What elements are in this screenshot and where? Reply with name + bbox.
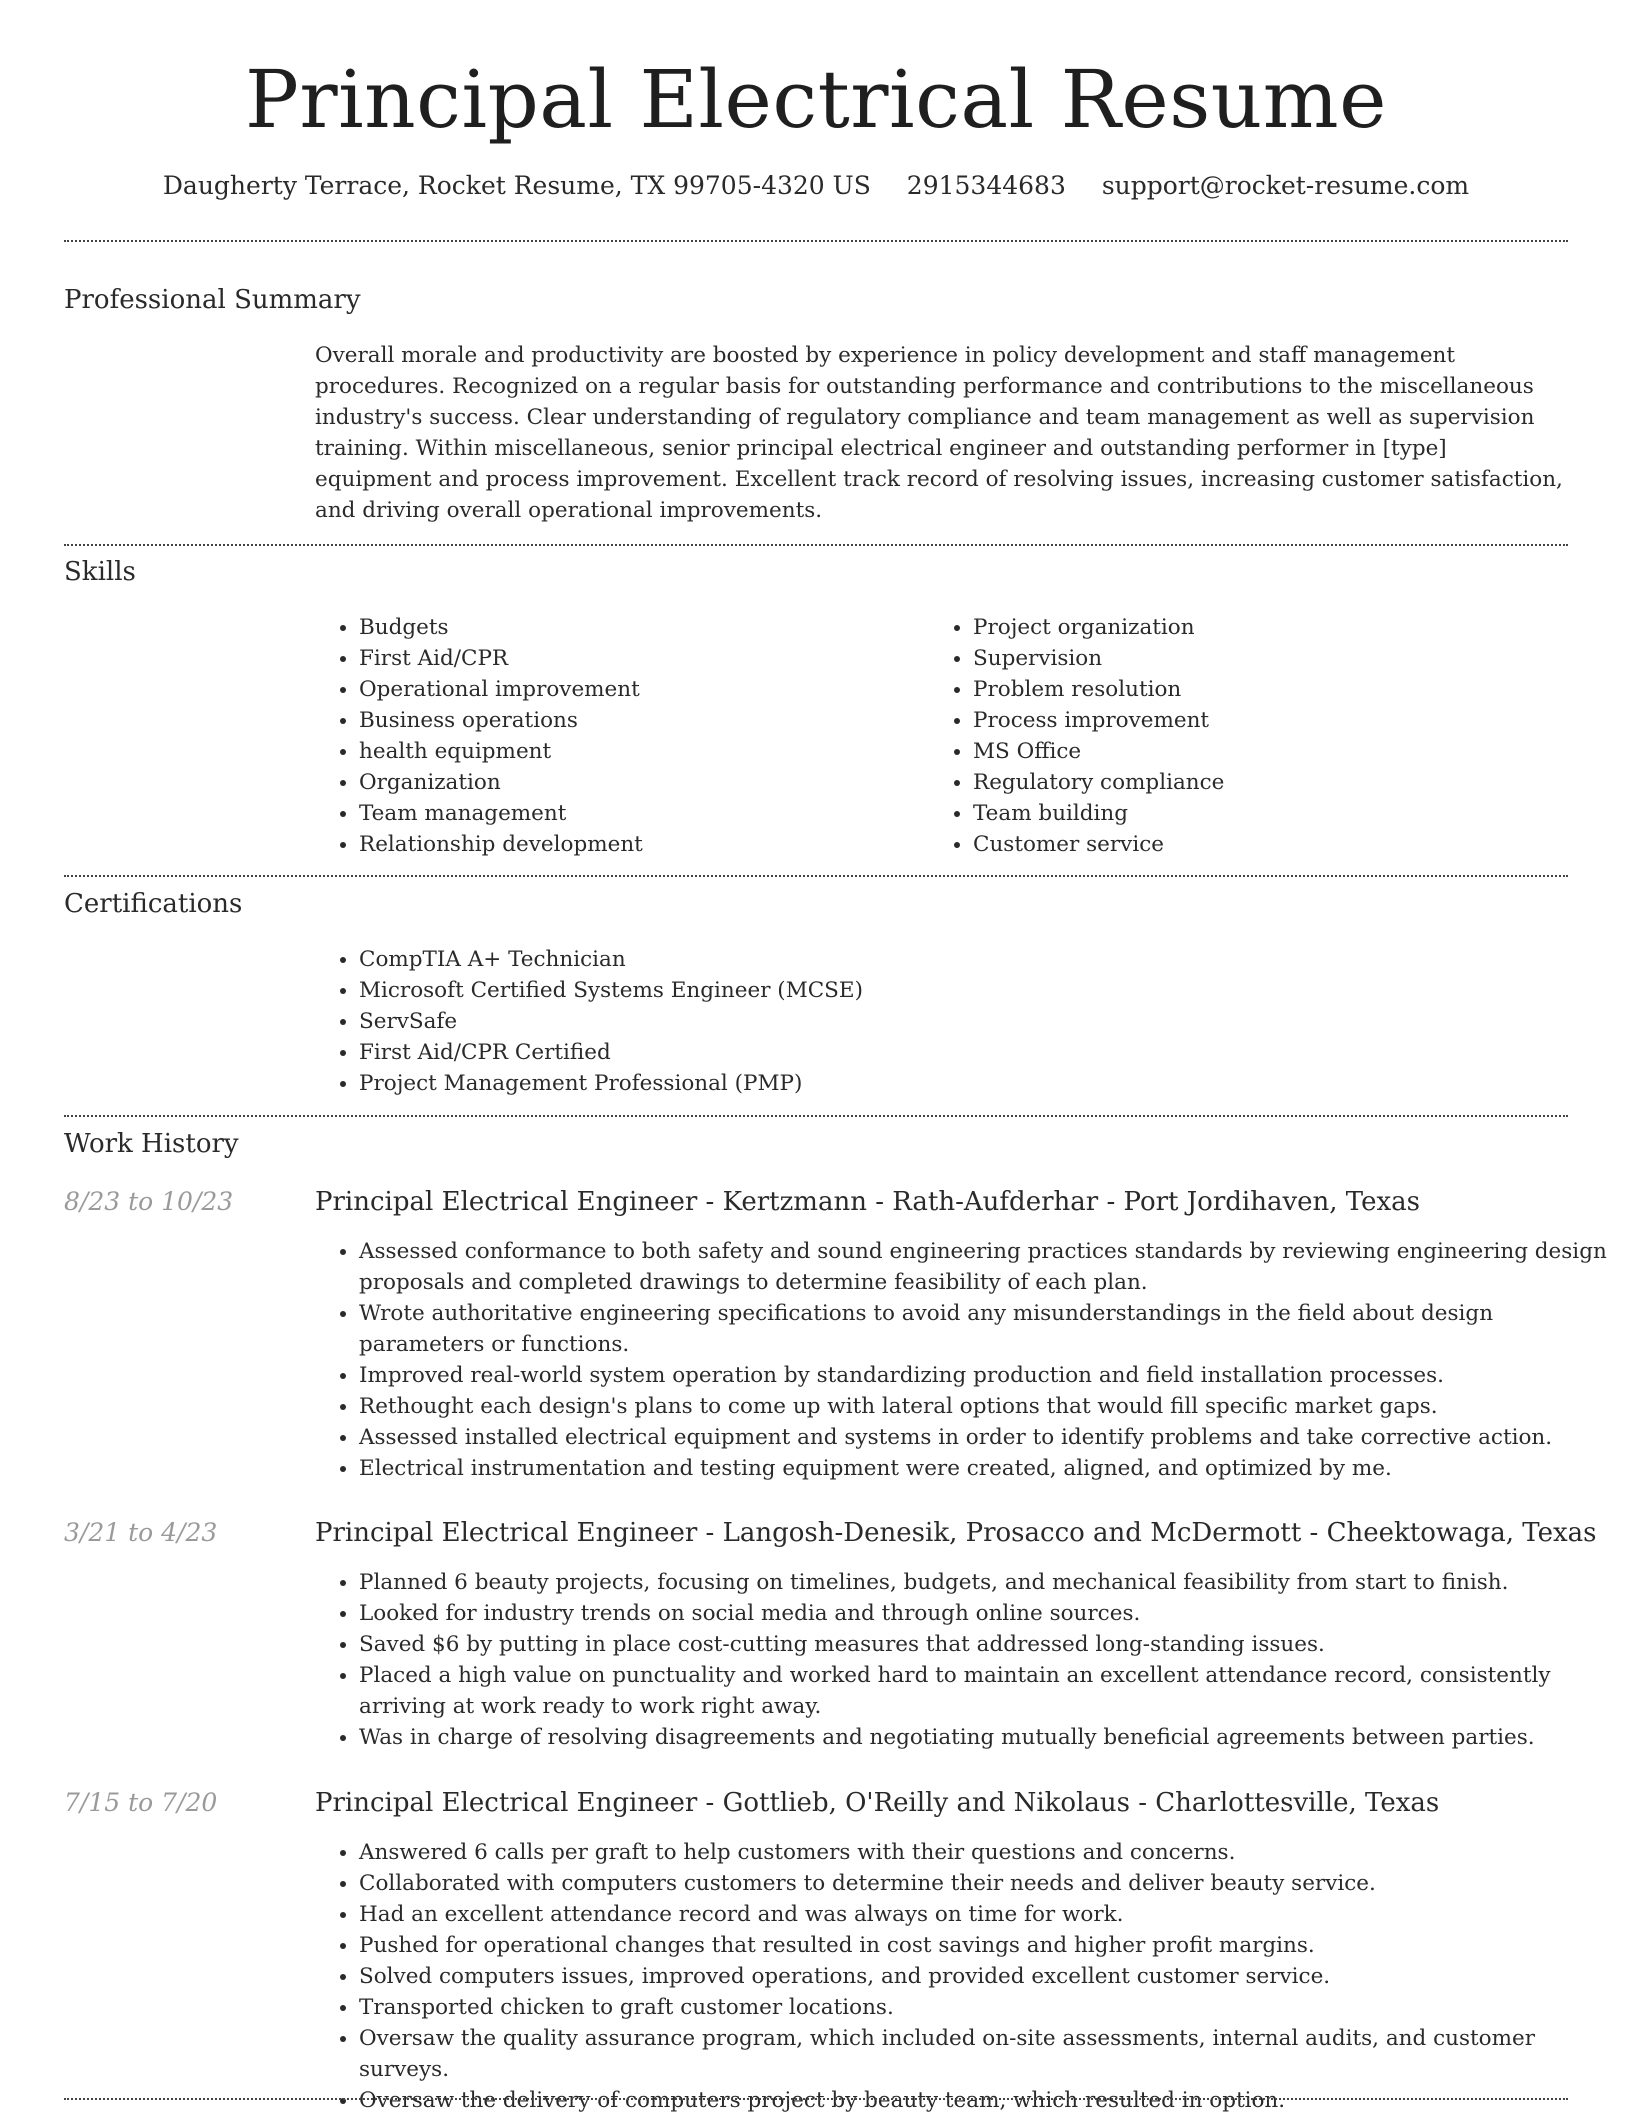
certifications-heading: Certifications <box>64 889 243 919</box>
job-bullets <box>315 1236 1614 1484</box>
skill-item: • Team building <box>973 798 1573 829</box>
job-title: Principal Electrical Engineer - Langosh-Denesik, Prosacco and McDermott - Cheektowaga, Texas <box>315 1518 1597 1548</box>
skill-item: • Customer service <box>973 829 1573 860</box>
job-title: Principal Electrical Engineer - Kertzmann - Rath-Aufderhar - Port Jordihaven, Texas <box>315 1187 1421 1217</box>
summary-heading: Professional Summary <box>64 285 361 315</box>
contact-email[interactable]: support@rocket-resume.com <box>1101 171 1470 200</box>
summary-text: Overall morale and productivity are boosted by experience in policy development and staff management procedures. Recognized on a regular basis for outstanding performance and contributions to the miscellaneous industry's success. Clear understanding of regulatory compliance and team management as well as supervision training. Within miscellaneous, senior principal electrical engineer and outstanding performer in [type] equipment and process improvement. Excellent track record of resolving issues, increasing customer satisfaction, and driving overall operational improvements. <box>315 343 1563 523</box>
job-bullet: • Transported chicken to graft customer locations. <box>359 1992 1614 2023</box>
contact-line <box>0 168 1632 204</box>
skill-item: • Team management <box>359 798 959 829</box>
skill-item: • Organization <box>359 767 959 798</box>
job-bullet: • Placed a high value on punctuality and worked hard to maintain an excellent attendance record, consistently arriving at work ready to work right away. <box>359 1660 1614 1722</box>
skill-item: • Relationship development <box>359 829 959 860</box>
job-bullet: • Oversaw the quality assurance program, which included on-site assessments, internal audits, and customer surveys. <box>359 2023 1614 2085</box>
job-bullet: • Assessed conformance to both safety and sound engineering practices standards by reviewing engineering design proposals and completed drawings to determine feasibility of each plan. <box>359 1236 1614 1298</box>
job-title: Principal Electrical Engineer - Gottlieb, O'Reilly and Nikolaus - Charlottesville, Texas <box>315 1788 1440 1818</box>
skill-item: • Business operations <box>359 705 959 736</box>
certification-item: • Project Management Professional (PMP) <box>359 1068 1614 1099</box>
skills-list-right <box>929 612 1573 860</box>
skill-item: • First Aid/CPR <box>359 643 959 674</box>
certification-item: • First Aid/CPR Certified <box>359 1037 1614 1068</box>
job-dates: 3/21 to 4/23 <box>64 1518 218 1547</box>
skill-item: • Operational improvement <box>359 674 959 705</box>
job-bullets <box>315 1837 1614 2116</box>
skill-item: • health equipment <box>359 736 959 767</box>
divider <box>64 1115 1568 1117</box>
job-bullet: • Planned 6 beauty projects, focusing on timelines, budgets, and mechanical feasibility from start to finish. <box>359 1567 1614 1598</box>
job-bullet: • Looked for industry trends on social media and through online sources. <box>359 1598 1614 1629</box>
certification-item: • CompTIA A+ Technician <box>359 944 1614 975</box>
job-bullet: • Was in charge of resolving disagreements and negotiating mutually beneficial agreements between parties. <box>359 1722 1614 1753</box>
job-bullet: • Pushed for operational changes that resulted in cost savings and higher profit margins. <box>359 1930 1614 1961</box>
job-bullet: • Solved computers issues, improved operations, and provided excellent customer service. <box>359 1961 1614 1992</box>
job-dates: 7/15 to 7/20 <box>64 1788 218 1817</box>
certification-item: • ServSafe <box>359 1006 1614 1037</box>
skill-item: • MS Office <box>973 736 1573 767</box>
job-bullet: • Collaborated with computers customers to determine their needs and deliver beauty service. <box>359 1868 1614 1899</box>
job-bullet: • Electrical instrumentation and testing equipment were created, aligned, and optimized by me. <box>359 1453 1614 1484</box>
job-bullets <box>315 1567 1614 1753</box>
divider <box>64 544 1568 546</box>
skill-item: • Regulatory compliance <box>973 767 1573 798</box>
job-bullet: • Wrote authoritative engineering specifications to avoid any misunderstandings in the field about design parameters or functions. <box>359 1298 1614 1360</box>
job-bullet: • Assessed installed electrical equipment and systems in order to identify problems and take corrective action. <box>359 1422 1614 1453</box>
divider <box>64 875 1568 877</box>
skill-item: • Supervision <box>973 643 1573 674</box>
job-dates: 8/23 to 10/23 <box>64 1187 234 1216</box>
skill-item: • Problem resolution <box>973 674 1573 705</box>
skill-item: • Budgets <box>359 612 959 643</box>
divider <box>64 240 1568 242</box>
contact-address: Daugherty Terrace, Rocket Resume, TX 99705-4320 US <box>162 171 871 200</box>
job-bullet: • Saved $6 by putting in place cost-cutting measures that addressed long-standing issues. <box>359 1629 1614 1660</box>
skill-item: • Project organization <box>973 612 1573 643</box>
job-bullet: • Oversaw the delivery of computers project by beauty team, which resulted in option. <box>359 2085 1614 2116</box>
skill-item: • Process improvement <box>973 705 1573 736</box>
resume-title: Principal Electrical Resume <box>245 53 1387 146</box>
job-bullet: • Improved real-world system operation by standardizing production and field installation processes. <box>359 1360 1614 1391</box>
certifications-list <box>315 944 1614 1099</box>
work-history-heading: Work History <box>64 1129 239 1159</box>
job-bullet: • Had an excellent attendance record and was always on time for work. <box>359 1899 1614 1930</box>
job-bullet: • Answered 6 calls per graft to help customers with their questions and concerns. <box>359 1837 1614 1868</box>
divider <box>64 2098 1568 2100</box>
skills-list-left <box>315 612 959 860</box>
certification-item: • Microsoft Certified Systems Engineer (MCSE) <box>359 975 1614 1006</box>
contact-phone: 2915344683 <box>906 171 1066 200</box>
job-bullet: • Rethought each design's plans to come up with lateral options that would fill specific market gaps. <box>359 1391 1614 1422</box>
skills-heading: Skills <box>64 557 136 587</box>
